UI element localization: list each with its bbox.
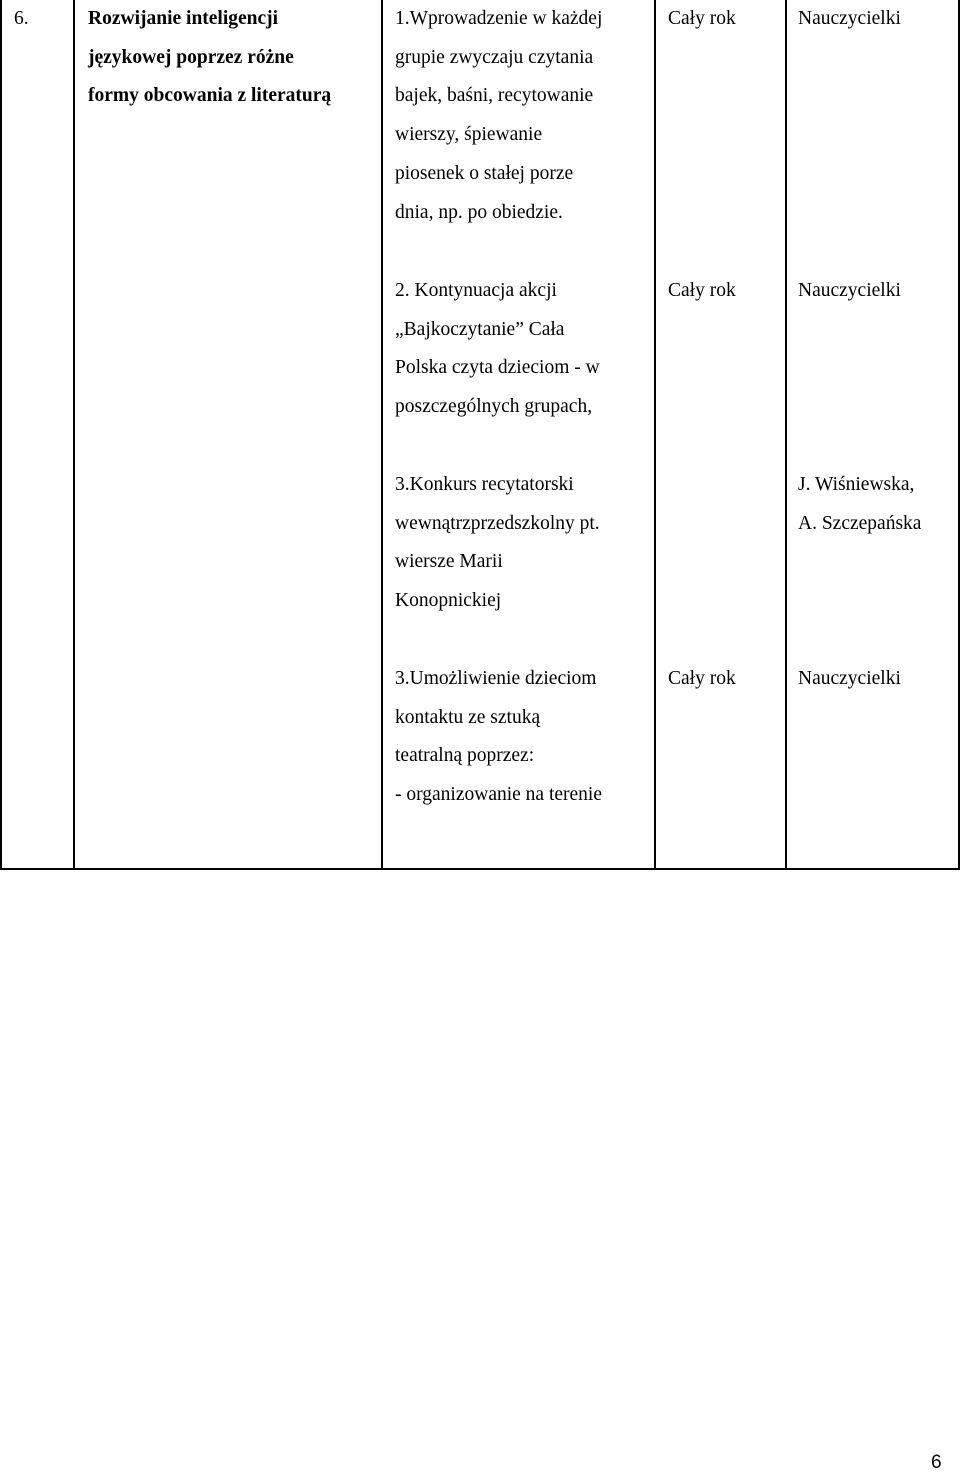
task-line: wierszy, śpiewanie (395, 124, 543, 146)
task-line: kontaktu ze sztuką (395, 706, 541, 728)
task-line: piosenek o stałej porze (395, 162, 574, 184)
task-line: wiersze Marii (395, 551, 503, 573)
responsible-line: A. Szczepańska (798, 512, 922, 534)
task-1-term: Cały rok (668, 8, 736, 29)
task-line: Konopnickiej (395, 590, 502, 612)
task-line: „Bajkoczytanie” Cała (395, 318, 565, 340)
area-cell (88, 0, 331, 116)
task-line: wewnątrzprzedszkolny pt. (395, 512, 600, 534)
responsible-line: J. Wiśniewska, (798, 474, 915, 495)
task-line: dnia, np. po obiedzie. (395, 201, 563, 223)
task-1-description (395, 0, 602, 232)
task-3-description (395, 466, 600, 621)
task-line: teatralną poprzez: (395, 745, 535, 767)
row-number: 6. (14, 8, 29, 29)
task-3-responsible (798, 466, 921, 543)
task-4-responsible (798, 660, 901, 699)
task-line: 2. Kontynuacja akcji (395, 280, 557, 301)
task-line: 1.Wprowadzenie w każdej (395, 8, 603, 29)
area-line: formy obcowania z literaturą (88, 85, 332, 107)
area-line: Rozwijanie inteligencji (88, 8, 279, 29)
responsible-line: Nauczycielki (798, 280, 901, 301)
task-4-term: Cały rok (668, 668, 736, 689)
area-line: językowej poprzez różne (88, 46, 294, 68)
column-divider (654, 0, 656, 870)
task-line: 3.Umożliwienie dzieciom (395, 668, 597, 689)
task-line: poszczególnych grupach, (395, 396, 593, 418)
column-divider (73, 0, 75, 870)
column-divider (381, 0, 383, 870)
responsible-line: Nauczycielki (798, 8, 901, 29)
task-line: bajek, baśni, recytowanie (395, 85, 594, 107)
task-line: 3.Konkurs recytatorski (395, 474, 574, 495)
column-divider (785, 0, 787, 870)
responsible-line: Nauczycielki (798, 668, 901, 689)
task-1-responsible (798, 0, 901, 39)
task-line: Polska czyta dzieciom - w (395, 357, 600, 379)
task-2-description (395, 272, 600, 427)
page-number: 6 (931, 1452, 942, 1473)
task-line: grupie zwyczaju czytania (395, 46, 594, 68)
task-2-term: Cały rok (668, 280, 736, 301)
task-2-responsible (798, 272, 901, 311)
task-4-description (395, 660, 602, 815)
task-line: - organizowanie na terenie (395, 784, 602, 806)
